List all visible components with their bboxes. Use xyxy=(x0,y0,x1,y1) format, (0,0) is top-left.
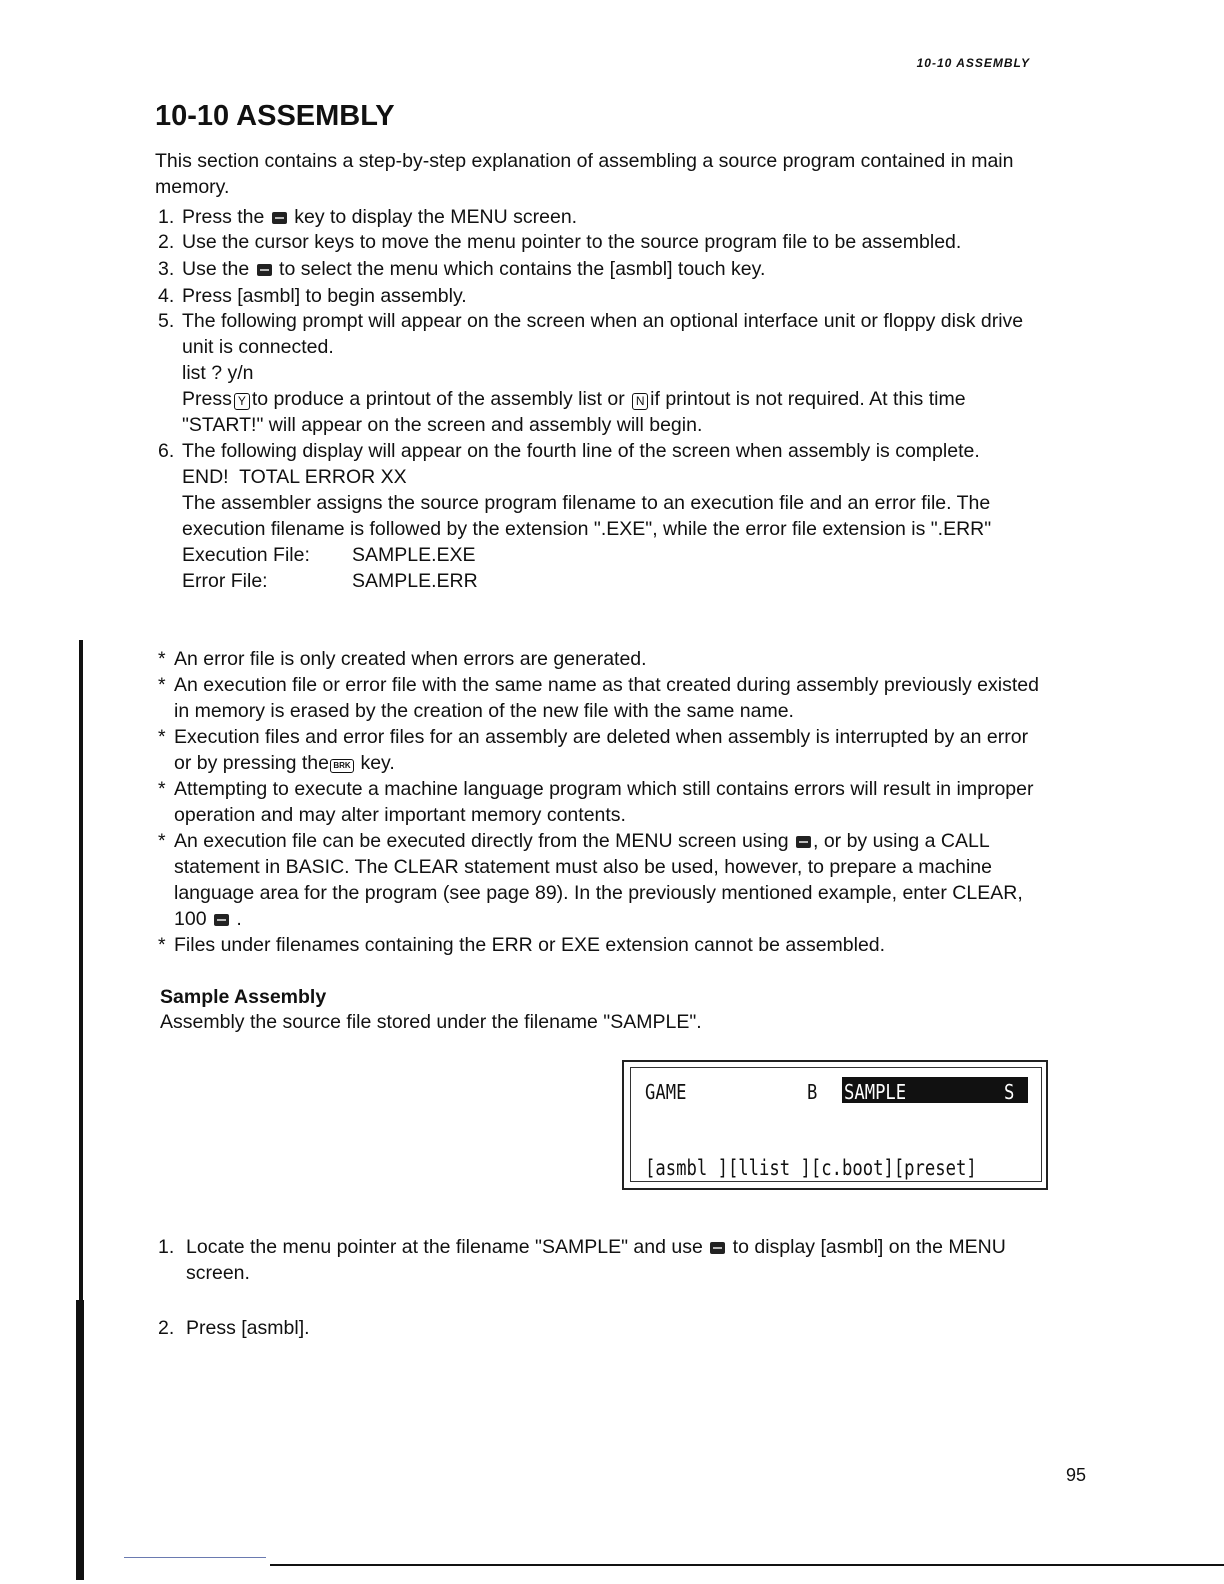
step-1 xyxy=(158,204,1048,230)
step-text: to produce a printout of the assembly list or xyxy=(251,388,625,410)
lcd-inner-frame xyxy=(630,1067,1042,1182)
note-item xyxy=(158,776,1048,828)
lcd-touch-keys: [asmbl ][llist ][c.boot][preset] xyxy=(645,1156,977,1180)
lckey-key-icon xyxy=(710,1242,725,1254)
footer-rule xyxy=(270,1564,1224,1566)
notes-list xyxy=(158,646,1048,958)
note-text: Execution files and error files for an assembly are deleted when assembly is interrupted by an error or by pressing the xyxy=(174,726,1029,774)
step-text: The following prompt will appear on the screen when an optional interface unit or floppy disk drive unit is connected. xyxy=(182,310,1024,358)
step-text: to select the menu which contains the [asmbl] touch key. xyxy=(279,258,766,280)
section-title: 10-10 ASSEMBLY xyxy=(155,100,395,132)
step-text: Use the xyxy=(182,258,250,280)
step-text: Press [asmbl]. xyxy=(186,1317,310,1339)
final-step-2 xyxy=(158,1315,1048,1341)
step-2 xyxy=(158,229,1048,255)
running-head: 10-10 ASSEMBLY xyxy=(916,56,1030,70)
step-number: 1. xyxy=(158,206,175,228)
bullet-mark: * xyxy=(158,830,166,852)
n-key-icon: N xyxy=(632,393,648,410)
step-text: Press xyxy=(182,388,232,410)
note-item xyxy=(158,828,1048,932)
note-text: . xyxy=(236,908,242,930)
note-item xyxy=(158,932,1048,958)
step-number: 6. xyxy=(158,440,175,462)
step-number: 1. xyxy=(158,1236,175,1258)
sample-text: Assembly the source file stored under the filename "SAMPLE". xyxy=(160,1011,702,1033)
exec-file-label: Execution File: xyxy=(182,544,310,566)
lcd-s: S xyxy=(1004,1080,1015,1104)
step-text: Press [asmbl] to begin assembly. xyxy=(182,285,467,307)
step-text: key to display the MENU screen. xyxy=(294,206,578,228)
note-item xyxy=(158,646,1048,672)
end-display: END! TOTAL ERROR XX xyxy=(182,466,407,488)
lcd-screen xyxy=(622,1060,1048,1190)
bullet-mark: * xyxy=(158,778,166,800)
brk-key-icon: BRK xyxy=(330,759,354,773)
lcd-game: GAME xyxy=(645,1080,687,1104)
final-step-1 xyxy=(158,1234,1048,1286)
bullet-mark: * xyxy=(158,648,166,670)
step-text: if printout is not required. At this time "START!" will appear on the screen and assembly will begin. xyxy=(182,388,966,436)
step-text: to display [asmbl] on the MENU screen. xyxy=(186,1236,1006,1284)
lckey-key-icon xyxy=(257,264,272,276)
step-text: Locate the menu pointer at the filename "SAMPLE" and use xyxy=(186,1236,703,1258)
error-file-label: Error File: xyxy=(182,570,268,592)
exe-key-icon xyxy=(796,836,811,848)
binding-edge-thick xyxy=(76,1300,84,1580)
bullet-mark: * xyxy=(158,674,166,696)
step-3 xyxy=(158,256,1048,282)
y-key-icon: Y xyxy=(234,393,250,410)
step-text: Use the cursor keys to move the menu pointer to the source program file to be assembled. xyxy=(182,231,962,253)
note-text: An execution file or error file with the same name as that created during assembly previously existed in memory is erased by the creation of the new file with the same name. xyxy=(174,674,1039,722)
step-text: Press the xyxy=(182,206,265,228)
error-file-value: SAMPLE.ERR xyxy=(352,570,478,592)
bullet-mark: * xyxy=(158,726,166,748)
step-4 xyxy=(158,283,1048,309)
step-number: 2. xyxy=(158,1317,175,1339)
note-text: key. xyxy=(360,752,395,774)
note-text: An error file is only created when errors are generated. xyxy=(174,648,647,670)
intro-paragraph: This section contains a step-by-step explanation of assembling a source program contained in main memory. xyxy=(155,150,1014,198)
sample-heading: Sample Assembly xyxy=(160,986,327,1008)
list-prompt: list ? y/n xyxy=(182,362,254,384)
note-text: Attempting to execute a machine language program which still contains errors will result in improper operation and may alter important memory contents. xyxy=(174,778,1034,826)
step-text: The assembler assigns the source program filename to an execution file and an error file. The execution filename is followed by the extension ".EXE", while the error file extension is ".ERR" xyxy=(182,492,992,540)
exe-key-icon xyxy=(214,914,229,926)
exec-file-value: SAMPLE.EXE xyxy=(352,544,476,566)
footer-rule-short xyxy=(124,1557,266,1558)
note-text: Files under filenames containing the ERR or EXE extension cannot be assembled. xyxy=(174,934,886,956)
step-number: 3. xyxy=(158,258,175,280)
step-number: 2. xyxy=(158,231,175,253)
note-text: , or by using a CALL statement in BASIC. The CLEAR statement must also be used, however, to prepare a machine language area for the program (see page 89). In the previously mentioned example, enter CLEAR, 100 xyxy=(174,830,1023,930)
step-number: 4. xyxy=(158,285,175,307)
note-item xyxy=(158,724,1048,776)
lcd-sample: SAMPLE xyxy=(844,1080,907,1104)
lcd-b: B xyxy=(807,1080,818,1104)
note-text: An execution file can be executed directly from the MENU screen using xyxy=(174,830,789,852)
menu-key-icon xyxy=(272,212,287,224)
step-5 xyxy=(158,308,1048,438)
step-6 xyxy=(158,438,1048,594)
page-number: 95 xyxy=(1066,1465,1087,1485)
note-item xyxy=(158,672,1048,724)
step-text: The following display will appear on the fourth line of the screen when assembly is complete. xyxy=(182,440,980,462)
step-number: 5. xyxy=(158,310,175,332)
bullet-mark: * xyxy=(158,934,166,956)
